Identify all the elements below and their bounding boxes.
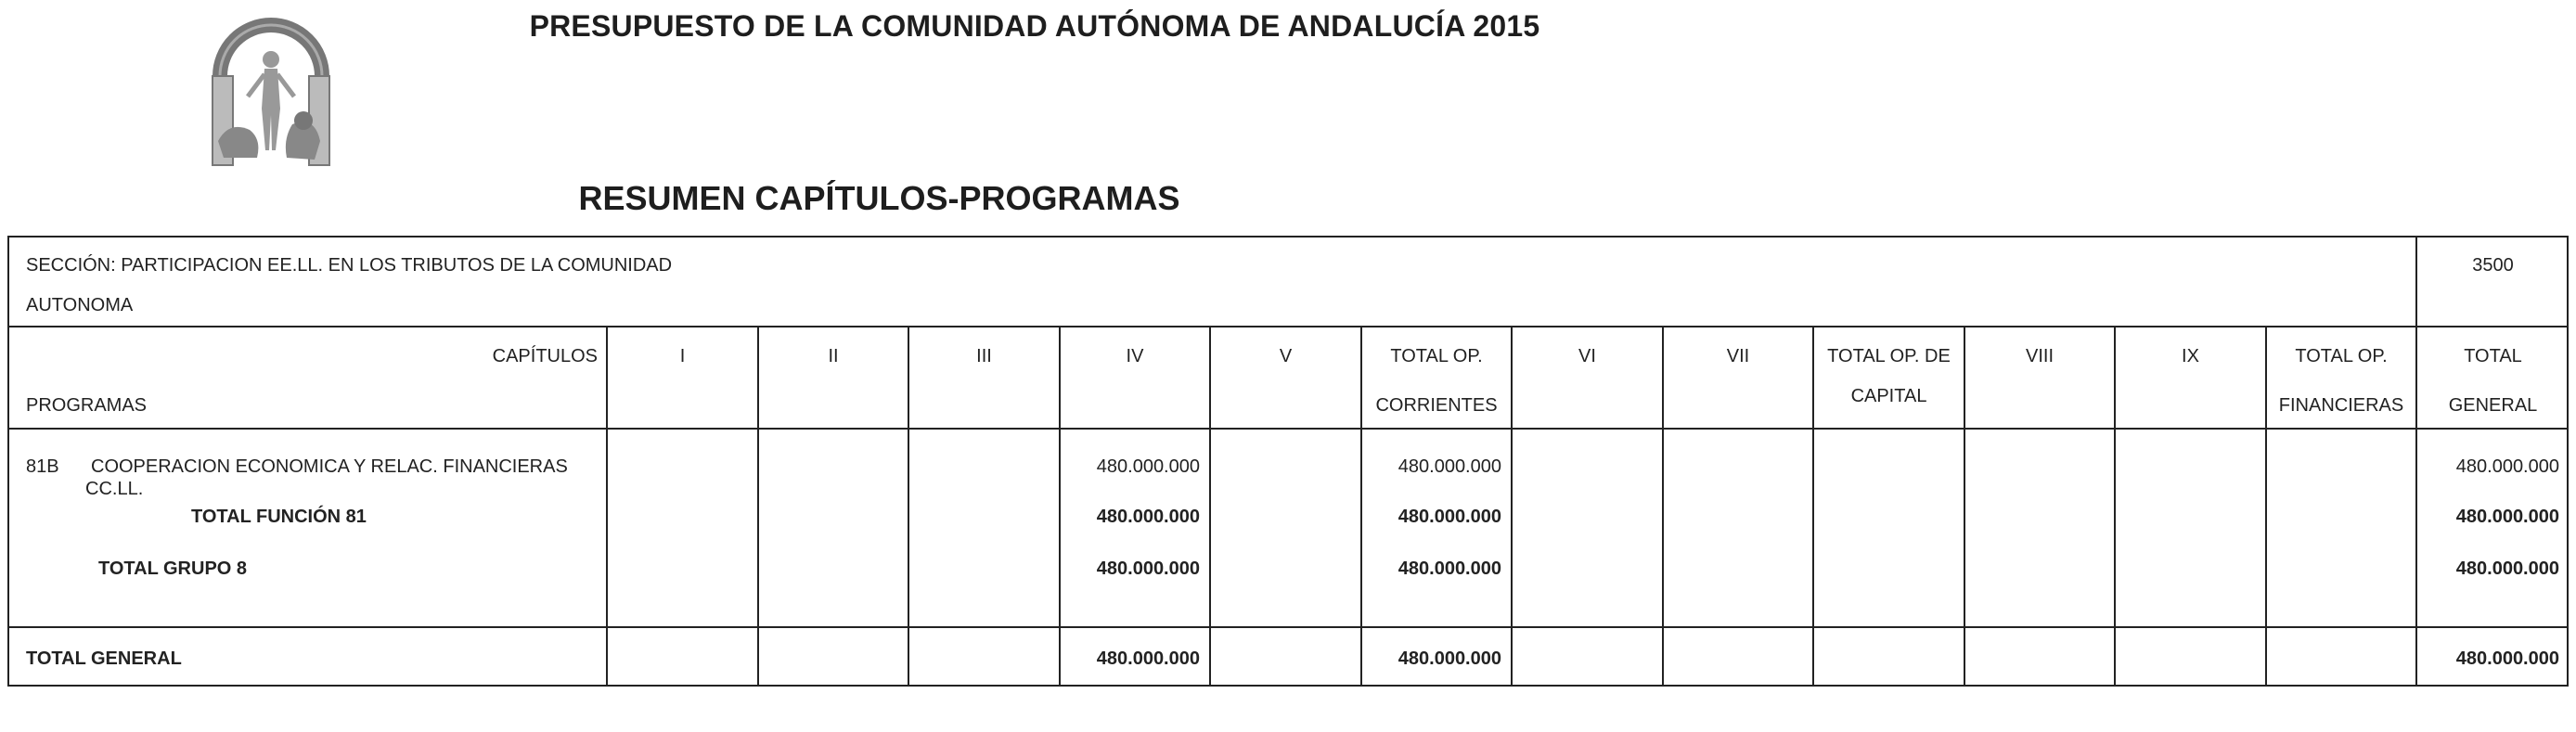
column-header-iii: III — [976, 346, 992, 366]
capitulos-header: CAPÍTULOS — [492, 346, 598, 366]
total-funcion-total-corrientes-value: 480.000.000 — [1397, 507, 1501, 527]
total-funcion-total-general-value: 480.000.000 — [2455, 507, 2559, 527]
page-title: PRESUPUESTO DE LA COMUNIDAD AUTÓNOMA DE ANDALUCÍA 2015 — [529, 9, 1540, 43]
section-name: SECCIÓN: PARTICIPACION EE.LL. EN LOS TRIBUTOS DE LA COMUNIDAD — [26, 255, 673, 276]
programas-header: PROGRAMAS — [26, 395, 148, 416]
divider — [2114, 326, 2116, 687]
column-header-total-corrientes: TOTAL OP. — [1390, 346, 1483, 366]
report-subtitle: RESUMEN CAPÍTULOS-PROGRAMAS — [578, 179, 1180, 217]
divider — [1511, 326, 1513, 687]
program-name: COOPERACION ECONOMICA Y RELAC. FINANCIERAS — [91, 456, 568, 477]
total-grupo-iv-value: 480.000.000 — [1096, 559, 1200, 579]
divider — [908, 326, 909, 687]
divider — [606, 326, 608, 687]
program-total-general-value: 480.000.000 — [2455, 456, 2559, 477]
total-funcion-iv-value: 480.000.000 — [1096, 507, 1200, 527]
column-header-total-financieras-2: FINANCIERAS — [2278, 395, 2404, 416]
total-general-label: TOTAL GENERAL — [26, 649, 182, 669]
column-header-total-financieras: TOTAL OP. — [2295, 346, 2388, 366]
divider — [1812, 326, 1814, 687]
column-header-total-capital: TOTAL OP. DE — [1827, 346, 1951, 366]
column-header-i: I — [679, 346, 686, 366]
program-name-continued: CC.LL. — [85, 479, 144, 499]
column-header-ix: IX — [2182, 346, 2199, 366]
total-grupo-total-corrientes-value: 480.000.000 — [1397, 559, 1501, 579]
total-funcion-label: TOTAL FUNCIÓN 81 — [191, 507, 367, 527]
column-header-viii: VIII — [2025, 346, 2054, 366]
total-grupo-label: TOTAL GRUPO 8 — [98, 559, 248, 579]
divider — [757, 326, 759, 687]
divider — [2265, 326, 2267, 687]
program-iv-value: 480.000.000 — [1096, 456, 1200, 477]
total-grupo-total-general-value: 480.000.000 — [2455, 559, 2559, 579]
section-name-continued: AUTONOMA — [26, 295, 134, 315]
total-general-total-general-value: 480.000.000 — [2455, 649, 2559, 669]
column-header-vi: VI — [1578, 346, 1596, 366]
total-general-total-corrientes-value: 480.000.000 — [1397, 649, 1501, 669]
column-header-iv: IV — [1126, 346, 1144, 366]
divider — [7, 326, 2569, 327]
divider — [1964, 326, 1965, 687]
column-header-total-capital-2: CAPITAL — [1850, 386, 1927, 406]
column-header-ii: II — [828, 346, 839, 366]
column-header-total-corrientes-2: CORRIENTES — [1375, 395, 1498, 416]
column-header-v: V — [1279, 346, 1293, 366]
section-code: 3500 — [2472, 255, 2514, 276]
divider — [7, 428, 2569, 430]
divider — [7, 626, 2569, 628]
column-header-total-general: TOTAL — [2464, 346, 2522, 366]
column-header-total-general-2: GENERAL — [2448, 395, 2538, 416]
total-general-iv-value: 480.000.000 — [1096, 649, 1200, 669]
program-total-corrientes-value: 480.000.000 — [1397, 456, 1501, 477]
column-header-vii: VII — [1726, 346, 1750, 366]
divider — [1662, 326, 1664, 687]
divider — [1209, 326, 1211, 687]
program-code: 81B — [26, 456, 59, 477]
